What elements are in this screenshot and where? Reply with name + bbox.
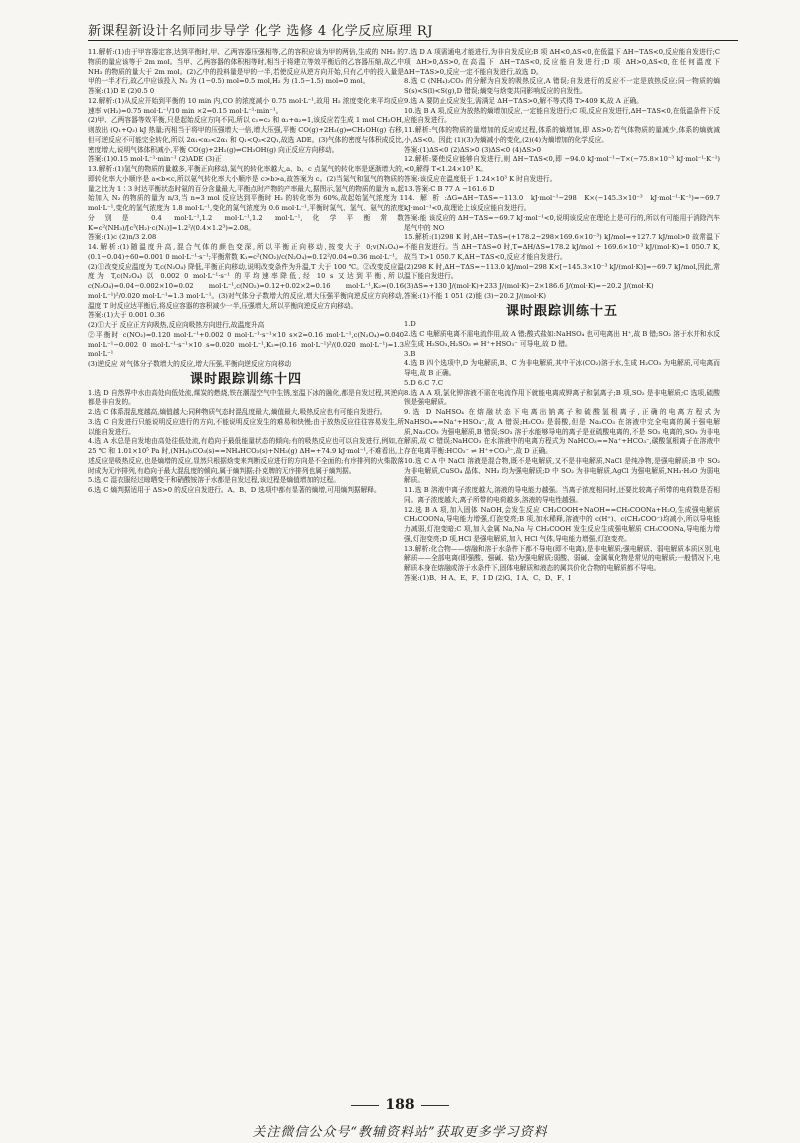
answer-block: 答案:(1)ΔS<0 (2)ΔS>0 (3)ΔS<0 (4)ΔS>0 [404,145,541,154]
answer-block: 13.答案:C B 77 A −161.6 D [404,184,495,193]
answer-block: 13.解析:(1)氢气的物质的量越多,平衡正向移动,氮气的转化率越大,a、b、c 点氮气的转化率是逐渐增大的,即转化率大小顺序是 a<b<c,所以氨气转化率大小顺序是 c>b>a,故答案为 c。(2)当氮气和氢气的物质的量之比为 1∶3 时达平衡状态时氨的百分含量最大,平衡点时产物的产率最大,据图示,氢气的物质的量为 n,起始加入 N₂ 的物质的量为 n/3,当 n=3 mol 反应达到平衡时 H₂ 的转化率为 60%,故起始氢气浓度为 1 mol·L⁻¹,变化的氢气浓度为 1.8 mol·L⁻¹,变化的氮气浓度为 0.6 mol·L⁻¹,平衡时氮气、氢气、氨气的浓度分别是 0.4 mol·L⁻¹,1.2 mol·L⁻¹,1.2 mol·L⁻¹,化学平衡常数 K=c²(NH₃)/[c³(H₂)·c(N₂)]=1.2²/(0.4×1.2³)=2.08。 [88,165,404,232]
answer-block: (2)①大于 反应正方向吸热,反应向吸热方向进行,故温度升高 [88,321,265,329]
answer-block: 答案:该反应在温度低于 1.24×10³ K 时自发进行。 [404,174,557,183]
page-number-dash-left [351,1105,379,1106]
answer-block: 13.解析:化合物——熔融和溶于水条件下都不导电(即不电离),是非电解质;强电解质、弱电解质本质区别,电解质——全部电离(即强酸、强碱、盐)为强电解质;弱酸、弱碱、金属氧化物是常见的电解质;一般情况下,电解质本身在熔融或溶于水条件下,固体电解质和液态的属共价化合物的电解质都不导电。 [404,544,720,572]
answer-block: (3)ΔS=+130 J/(mol·K)+233 J/(mol·K)−2×186.6 J/(mol·K)=−20.2 J/(mol·K) [404,282,654,290]
page-number [0,1097,800,1113]
answer-block: 9.选 A 要防止反应发生,需满足 ΔH−TΔS>0,解不等式得 T>409 K,故 A 正确。 [404,96,643,105]
answer-block: 11.解析:气体的物质的量增加的反应或过程,体系的熵增加,即 ΔS>0;若气体物质的量减少,体系的熵就减小,ΔS<0。因此 (1)(3)为熵减小的变化,(2)(4)为熵增加的化学反应。 [404,126,720,144]
answer-block: 6.选 C 熵判据适用于 ΔS>0 的反应自发进行。A、B、D 选项中都有显著的熵增,可用熵判据解释。 [88,486,381,494]
answer-block: (2)①改变反应温度为 T,c(N₂O₄) 降低,平衡正向移动,说明改变条件为升温,T 大于 100 ℃。②改变反应温度为 T,c(N₂O₄) 以 0.002 0 mol·L⁻¹·s⁻¹ 的平均速率降低,经 10 s 又达到平衡,所以 c(N₂O₄)=0.04−0.002×10=0.02 mol·L⁻¹,c(NO₂)=0.12+0.02×2=0.16 mol·L⁻¹,K₂=(0.16 mol·L⁻¹)²/0.020 mol·L⁻¹=1.3 mol·L⁻¹。(3)对气体分子数增大的反应,增大压强平衡向逆反应方向移动,温度 T 时反应达平衡后,将反应容器的容积减少一半,压强增大,所以平衡向逆反应方向移动。 [88,262,404,310]
answer-block: 1.D [404,320,416,329]
answer-block: 2.选 C 体系混乱度越高,熵值越大;同种物质气态时混乱度最大,熵值最大,吸热反应也有可能自发进行。 [88,408,387,416]
answer-block: 11.解析:(1)由于甲容器定容,达到平衡时,甲、乙两容器压强相等,乙的容积应该为甲的两倍,生成的 NH₃ 的物质的量应该等于 2m mol。当甲、乙两容器的体积相等时,相当于将建立等效平衡后的乙容器压缩,故乙中 NH₃ 的物质的量大于 2m mol。(2)乙中的投料量是甲的一半,若使反应从逆方向开始,只有乙中的投入量是甲的一半才行,故乙中应该投入 N₂ 为 (1−0.5) mol=0.5 mol,H₂ 为 (1.5−1.5) mol=0 mol。 [88,48,404,86]
answer-block: 5.D 6.C 7.C [404,378,443,387]
answer-block: 7.选 D A 项需通电才能进行,为非自发反应;B 项 ΔH<0,ΔS<0,在低温下 ΔH−TΔS<0,反应能自发进行;C 项 ΔH>0,ΔS>0,在高温下 ΔH−TΔS<0,反应能自发进行;D 项 ΔH>0,ΔS<0,在任何温度下 ΔH−TΔS>0,反应一定不能自发进行,故选 D。 [404,48,720,76]
page-number-dash-right [421,1105,449,1106]
answer-block: 答案:(1)B、H A、E、F、I D (2)G、I A、C、D、F、I [404,573,571,582]
answer-block: 8.选 A A 项,氯化钾溶液不需在电流作用下就能电离成钾离子和氯离子;B 项,SO₂ 是非电解质;C 选项,硫酸钡是强电解质。 [404,388,720,407]
page-number-text: 188 [385,1097,415,1113]
answer-block: 8.选 C (NH₄)₂CO₃ 的分解为自发的吸热反应,A 错误;自发进行的反应不一定是放热反应;同一物质的熵 S(s)<S(l)<S(g),D 错误;熵变与焓变共同影响反应的自发性。 [404,77,720,95]
header-rule [88,40,738,41]
section-title: 课时跟踪训练十五 [505,303,618,319]
answer-block: 答案:(1)不能 1 051 (2)能 (3)−20.2 J/(mol·K) [404,291,547,300]
running-header: 新课程新设计名师同步导学 化学 选修 4 化学反应原理 RJ [88,24,433,39]
answer-block: 11.选 B 溶液中离子浓度越大,溶液的导电能力越强。当离子浓度相同时,还要比较离子所带的电荷数是否相同。离子浓度越大,离子所带的电荷越多,溶液的导电性越强。 [404,486,720,504]
answer-block: 12.解析:要使反应能够自发进行,则 ΔH−TΔS<0,即 −94.0 kJ·mol⁻¹−T×(−75.8×10⁻³ kJ·mol⁻¹·K⁻¹)<0,解得 T<1.24×10³ K。 [404,155,720,173]
answer-block: 10.选 B A 项,反应为放热的熵增加反应,一定能自发进行;C 项,反应自发进行,ΔH−TΔS<0,在低温条件下反应能自发进行。 [404,106,720,125]
answer-block: 3.选 C 自发进行只能说明反应进行的方向,不能说明反应发生的难易和快慢;由于放热反应往往容易发生,所以能自发进行。 [88,417,404,436]
answer-block: 1.选 D 自然界中水由高处向低处流,煤炭的燃烧,铁在潮湿空气中生锈,室温下冰的融化,都是自发过程,其逆向都是非自发的。 [88,388,404,407]
answer-block: 12.解析:(1)从反应开始到平衡的 10 min 内,CO 的浓度减小 0.75 mol·L⁻¹,故用 H₂ 浓度变化来平均反应速率 v(H₂)=0.75 mol·L⁻¹/10 min ×2=0.15 mol·L⁻¹·min⁻¹。 [88,96,404,115]
section-title: 课时跟踪训练十四 [189,371,302,387]
answer-block: 15.解析:(1)298 K 时,ΔH−TΔS=(+178.2−298×169.6×10⁻³) kJ/mol=+127.7 kJ/mol>0 故常温下不能自发进行。当 ΔH−TΔS=0 时,T=ΔH/ΔS=178.2 kJ/mol ÷ 169.6×10⁻³ kJ/(mol·K)=1 050.7 K,故当 T>1 050.7 K,ΔH−TΔS<0,反应才能自发进行。 [404,233,720,261]
answer-block: (2)甲、乙两容器等效平衡,只是起始反应方向不同,所以 c₁=c₂ 和 α₁+α₂=1,该反应若生成 1 mol CH₃OH,则放出 (Q₁+Q₂) kJ 热量;丙相当于将甲的压强增大一倍,增大压强,平衡 CO(g)+2H₂(g)⇌CH₃OH(g) 右移,但可逆反应不可能完全转化,所以 2α₁<α₃<2α₁ 和 Q₁<Q₃<2Q₁,故选 ADE。(3)气体的密度与体积成反比,密度增大,说明气体体积减小,平衡 CO(g)+2H₂(g)⇌CH₃OH(g) 向正反应方向移动。 [88,116,404,154]
left-column [88,48,404,1098]
answer-block: 14.解析:(1)随温度升高,混合气体的颜色变深,所以平衡正向移动,按变大于 0;v(N₂O₄)=(0.1−0.04)÷60=0.001 0 mol·L⁻¹·s⁻¹;平衡常数 K₁=c²(NO₂)/c(N₂O₄)=0.12²/0.04=0.36 mol·L⁻¹。 [88,243,404,261]
answer-block: 2.选 C 电解质电离不需电流作用,故 A 错;酸式盐如:NaHSO₄ 也可电离出 H⁺,故 B 错;SO₂ 溶于水并和水反应生成 H₂SO₃,H₂SO₃ ⇌ H⁺+HSO₃⁻ 可导电,故 D 错。 [404,330,720,348]
answer-block: 4.选 A 水总是自发地由高处往低处流,有趋向于最低能量状态的倾向;有的吸热反应也可以自发进行,例如,在 25 ℃ 和 1.01×10⁵ Pa 时,(NH₄)₂CO₃(s)==NH₄HCO₃(s)+NH₃(g) ΔH=+74.9 kJ·mol⁻¹,不难看出,上述反应是吸热反应,也是熵增的反应,显然只根据焓变来判断反应进行的方向是不全面的;有序排列的火柴散落时成为无序排列,有趋向于最大混乱度的倾向,属于熵判据;扑克牌的无序排列也属于熵判据。 [88,437,404,475]
answer-block: 答案:(1)c (2)n/3 2.08 [88,233,157,242]
answer-block: 12.选 B A 项,加入固体 NaOH,会发生反应 CH₃COOH+NaOH==CH₃COONa+H₂O,生成强电解质 CH₃COONa,导电能力增强,灯泡变亮;B 项,加水稀释,溶液中的 c(H⁺)、c(CH₃COO⁻)均减小,所以导电能力减弱,灯泡变暗;C 项,加入金属 Na,Na 与 CH₃COOH 发生反应生成强电解质 CH₃COONa,导电能力增强,灯泡变亮;D 项,HCl 是强电解质,加入 HCl 气体,导电能力增强,灯泡变亮。 [404,505,720,543]
answer-block: 14.解析:ΔG=ΔH−TΔS=−113.0 kJ·mol⁻¹−298 K×(−145.3×10⁻³ kJ·mol⁻¹·K⁻¹)=−69.7 kJ·mol⁻¹<0,故理论上该反应能自发进行。 [404,194,720,212]
right-column [404,48,720,1098]
answer-block: (2)298 K 时,ΔH−TΔS=−113.0 kJ/mol−298 K×[−145.3×10⁻³ kJ/(mol·K)]=−69.7 kJ/mol,因此,常温下能自发进行。 [404,262,720,281]
answer-block: ②平衡时 c(NO₂)=0.120 mol·L⁻¹+0.002 0 mol·L⁻¹·s⁻¹×10 s×2=0.16 mol·L⁻¹,c(N₂O₄)=0.040 mol·L⁻¹−0.002 0 mol·L⁻¹·s⁻¹×10 s=0.020 mol·L⁻¹,K₂=(0.16 mol·L⁻¹)²/(0.020 mol·L⁻¹)=1.3 mol·L⁻¹ [88,330,404,359]
answer-block: 4.选 B 四个选项中,D 为电解质,B、C 为非电解质,其中干冰(CO₂)溶于水,生成 H₂CO₃ 为电解质,可电离而导电,故 B 正确。 [404,359,720,377]
answer-block: 答案:(1)0.15 mol·L⁻¹·min⁻¹ (2)ADE (3)正 [88,155,222,164]
answer-block: (3)逆反应 对气体分子数增大的反应,增大压强,平衡向逆反应方向移动 [88,360,292,368]
footer-note: 关注微信公众号“教辅资料站”获取更多学习资料 [252,1125,548,1140]
answer-block: 5.选 C 湿衣服经过晾晒变干和硝酸铵溶于水都是自发过程,该过程是熵值增加的过程。 [88,476,340,485]
answer-block: 3.B [404,349,416,358]
answer-block: 答案:(1)大于 0.001 0.36 [88,311,165,320]
answer-block: 9.选 D NaHSO₄ 在熔融状态下电离出钠离子和硫酸氢根离子,正确的电离方程式为 NaHSO₄==Na⁺+HSO₄⁻,故 A 错误;H₂CO₃ 是弱酸,但是 Na₂CO₃ 在溶液中完全电离的属于强电解质,Na₂CO₃ 为强电解质,B 错误;SO₃ 溶于水能够导电的离子是亚硫酸电离的,不是 SO₃ 电离的,SO₃ 为非电解质,故 C 错误;NaHCO₃ 在水溶液中的电离方程式为 NaHCO₃==Na⁺+HCO₃⁻,碳酸氢根离子在溶液中存在电离平衡:HCO₃⁻ ⇌ H⁺+CO₃²⁻,故 D 正确。 [404,408,720,455]
answer-block: 答案:能 该反应的 ΔH−TΔS=−69.7 kJ·mol⁻¹<0,说明该反应在理论上是可行的,所以有可能用于消除汽车尾气中的 NO [404,213,720,232]
answer-block: 答案:(1)D E (2)0.5 0 [88,87,155,95]
answer-block: 10.选 C A 中 NaCl 溶液是混合物,既不是电解质,又不是非电解质,NaCl 是纯净物,是强电解质;B 中 SO₂ 为非电解质,CuSO₄ 晶体、NH₃ 均为强电解质;D 中 SO₂ 为非电解质,AgCl 为强电解质,NH₃·H₂O 为弱电解质。 [404,456,720,485]
